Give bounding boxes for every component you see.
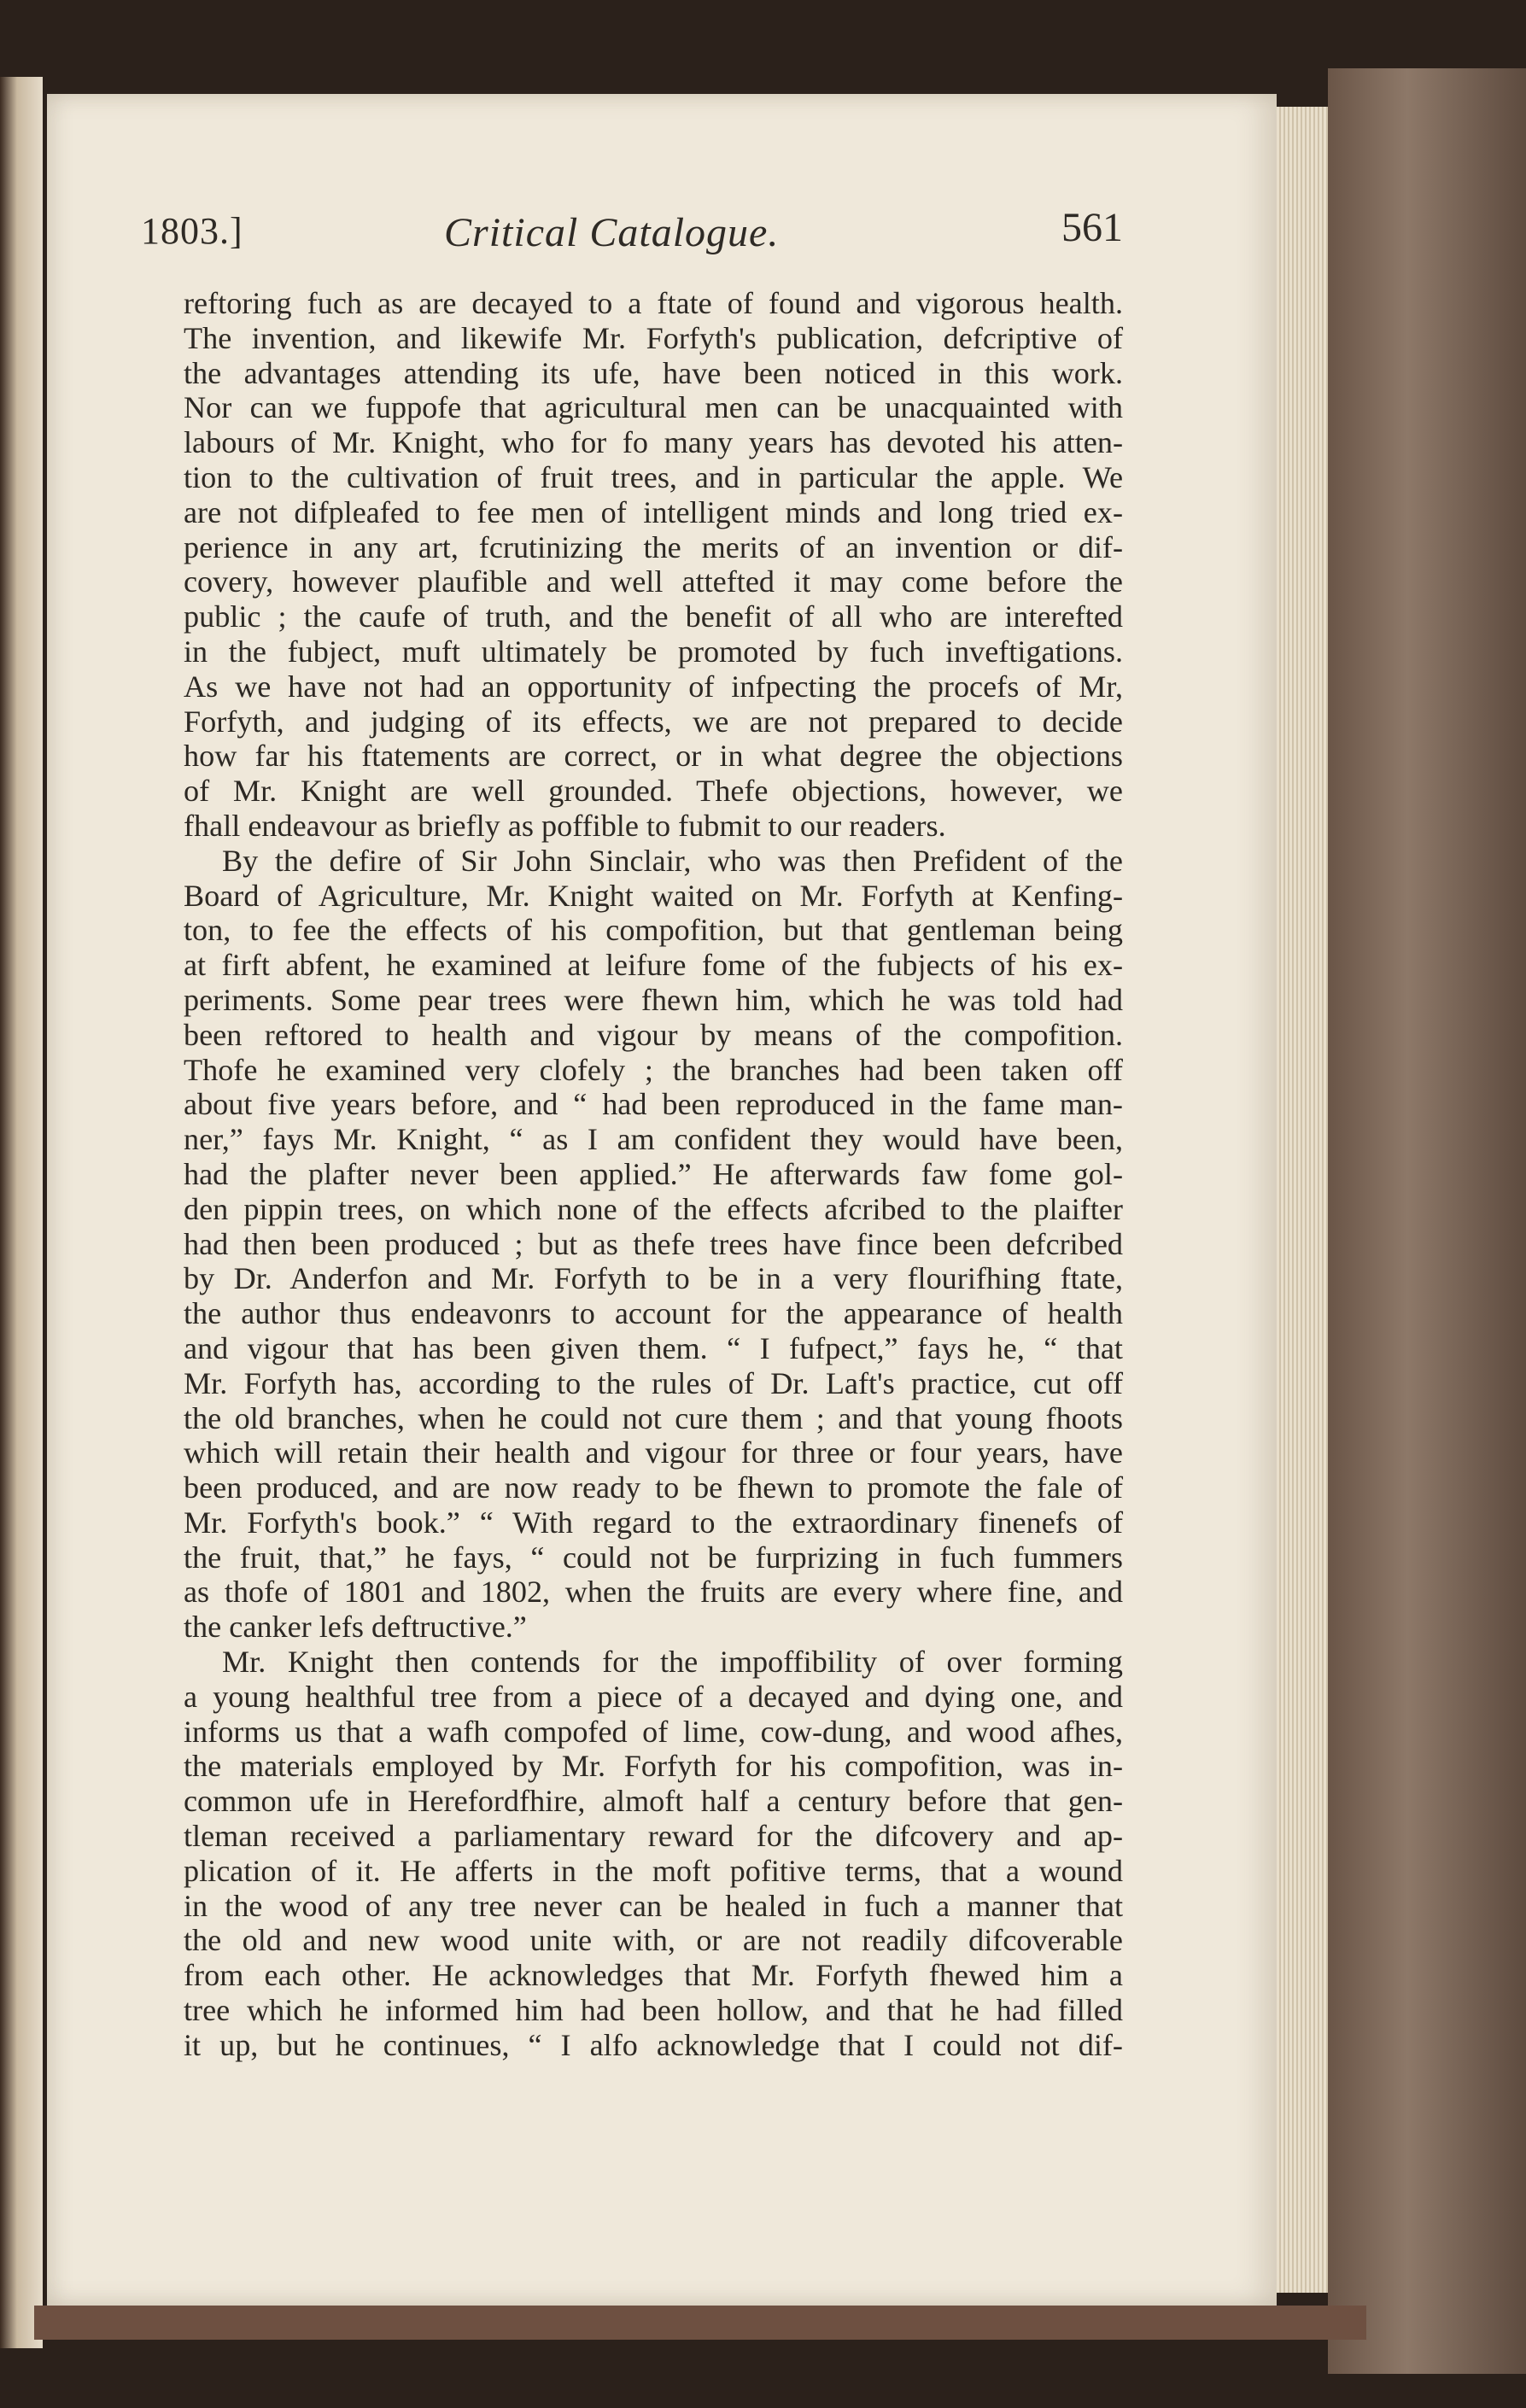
text-line: as thofe of 1801 and 1802, when the fruits are every where fine, and bbox=[184, 1575, 1123, 1610]
text-line: Mr. Forfyth has, according to the rules of Dr. Laft's practice, cut off bbox=[184, 1365, 1123, 1400]
page-number: 561 bbox=[1061, 205, 1123, 250]
text-line: The invention, and likewife Mr. Forfyth's publication, defcriptive of bbox=[184, 320, 1123, 355]
left-page-edge bbox=[0, 77, 43, 2348]
text-line: den pippin trees, on which none of the effects afcribed to the plaifter bbox=[184, 1191, 1123, 1226]
text-line: Nor can we fuppofe that agricultural men can be unacquainted with bbox=[184, 390, 1123, 425]
text-line: and vigour that has been given them. “ I fufpect,” fays he, “ that bbox=[184, 1330, 1123, 1365]
text-line: labours of Mr. Knight, who for fo many years has devoted his atten- bbox=[184, 425, 1123, 460]
header-year: 1803.] bbox=[141, 210, 243, 252]
text-line: about five years before, and “ had been reproduced in the fame man- bbox=[184, 1087, 1123, 1122]
text-line: the advantages attending its ufe, have been noticed in this work. bbox=[184, 355, 1123, 390]
text-line: been reftored to health and vigour by means of the compofition. bbox=[184, 1017, 1123, 1052]
header-title: Critical Catalogue. bbox=[444, 210, 780, 255]
text-line: the canker lefs deftructive.” bbox=[184, 1610, 527, 1645]
text-line: Mr. Forfyth's book.” “ With regard to the extraordinary finenefs of bbox=[184, 1505, 1123, 1540]
text-line: had the plafter never been applied.” He afterwards faw fome gol- bbox=[184, 1156, 1123, 1191]
text-line: at firft abfent, he examined at leifure fome of the fubjects of his ex- bbox=[184, 948, 1123, 983]
text-line: tree which he informed him had been hollow, and that he had filled bbox=[184, 1993, 1123, 2028]
book-cover-bottom bbox=[34, 2306, 1366, 2340]
text-line: ton, to fee the effects of his compofition, but that gentleman being bbox=[184, 913, 1123, 948]
text-line: of Mr. Knight are well grounded. Thefe objections, however, we bbox=[184, 774, 1123, 809]
text-line: in the fubject, muft ultimately be promoted by fuch inveftigations. bbox=[184, 634, 1123, 669]
text-line: the materials employed by Mr. Forfyth for his compofition, was in- bbox=[184, 1749, 1123, 1784]
text-line: had then been produced ; but as thefe trees have fince been defcribed bbox=[184, 1226, 1123, 1261]
text-line: periments. Some pear trees were fhewn him, which he was told had bbox=[184, 982, 1123, 1017]
text-line: are not difpleafed to fee men of intelligent minds and long tried ex- bbox=[184, 494, 1123, 529]
text-line: the old and new wood unite with, or are not readily difcoverable bbox=[184, 1923, 1123, 1958]
text-line: common ufe in Herefordfhire, almoft half a century before that gen- bbox=[184, 1784, 1123, 1819]
text-line: the fruit, that,” he fays, “ could not be furprizing in fuch fummers bbox=[184, 1540, 1123, 1575]
text-line: in the wood of any tree never can be healed in fuch a manner that bbox=[184, 1888, 1123, 1923]
text-line: tleman received a parliamentary reward for the difcovery and ap- bbox=[184, 1819, 1123, 1854]
page-stack-edges bbox=[1277, 107, 1328, 2293]
text-line: which will retain their health and vigour for three or four years, have bbox=[184, 1435, 1123, 1470]
text-line: tion to the cultivation of fruit trees, and in particular the apple. We bbox=[184, 459, 1123, 494]
body-text bbox=[184, 286, 1123, 2063]
text-line: Thofe he examined very clofely ; the branches had been taken off bbox=[184, 1052, 1123, 1087]
text-line: By the defire of Sir John Sinclair, who was then Prefident of the bbox=[222, 843, 1123, 878]
text-line: a young healthful tree from a piece of a decayed and dying one, and bbox=[184, 1679, 1123, 1714]
text-line: Mr. Knight then contends for the impoffibility of over forming bbox=[222, 1645, 1123, 1680]
text-line: how far his ftatements are correct, or in what degree the objections bbox=[184, 739, 1123, 774]
text-line: plication of it. He afferts in the moft pofitive terms, that a wound bbox=[184, 1853, 1123, 1888]
book-cover-right bbox=[1328, 68, 1526, 2374]
text-line: by Dr. Anderfon and Mr. Forfyth to be in a very flourifhing ftate, bbox=[184, 1261, 1123, 1296]
running-header bbox=[141, 205, 1123, 269]
text-line: Forfyth, and judging of its effects, we are not prepared to decide bbox=[184, 704, 1123, 739]
text-line: covery, however plaufible and well attefted it may come before the bbox=[184, 564, 1123, 599]
text-line: been produced, and are now ready to be fhewn to promote the fale of bbox=[184, 1470, 1123, 1505]
text-line: As we have not had an opportunity of infpecting the procefs of Mr, bbox=[184, 669, 1123, 704]
text-line: public ; the caufe of truth, and the benefit of all who are interefted bbox=[184, 599, 1123, 634]
text-line: perience in any art, fcrutinizing the merits of an invention or dif- bbox=[184, 529, 1123, 564]
text-line: from each other. He acknowledges that Mr. Forfyth fhewed him a bbox=[184, 1958, 1123, 1993]
text-line: the author thus endeavonrs to account for the appearance of health bbox=[184, 1296, 1123, 1331]
text-line: Board of Agriculture, Mr. Knight waited on Mr. Forfyth at Kenfing- bbox=[184, 878, 1123, 913]
text-line: reftoring fuch as are decayed to a ftate of found and vigorous health. bbox=[184, 286, 1123, 320]
text-line: informs us that a wafh compofed of lime, cow-dung, and wood afhes, bbox=[184, 1714, 1123, 1749]
text-line: fhall endeavour as briefly as poffible to fubmit to our readers. bbox=[184, 808, 946, 843]
text-line: ner,” fays Mr. Knight, “ as I am confident they would have been, bbox=[184, 1122, 1123, 1157]
text-line: it up, but he continues, “ I alfo acknowledge that I could not dif- bbox=[184, 2027, 1123, 2062]
text-line: the old branches, when he could not cure them ; and that young fhoots bbox=[184, 1400, 1123, 1435]
